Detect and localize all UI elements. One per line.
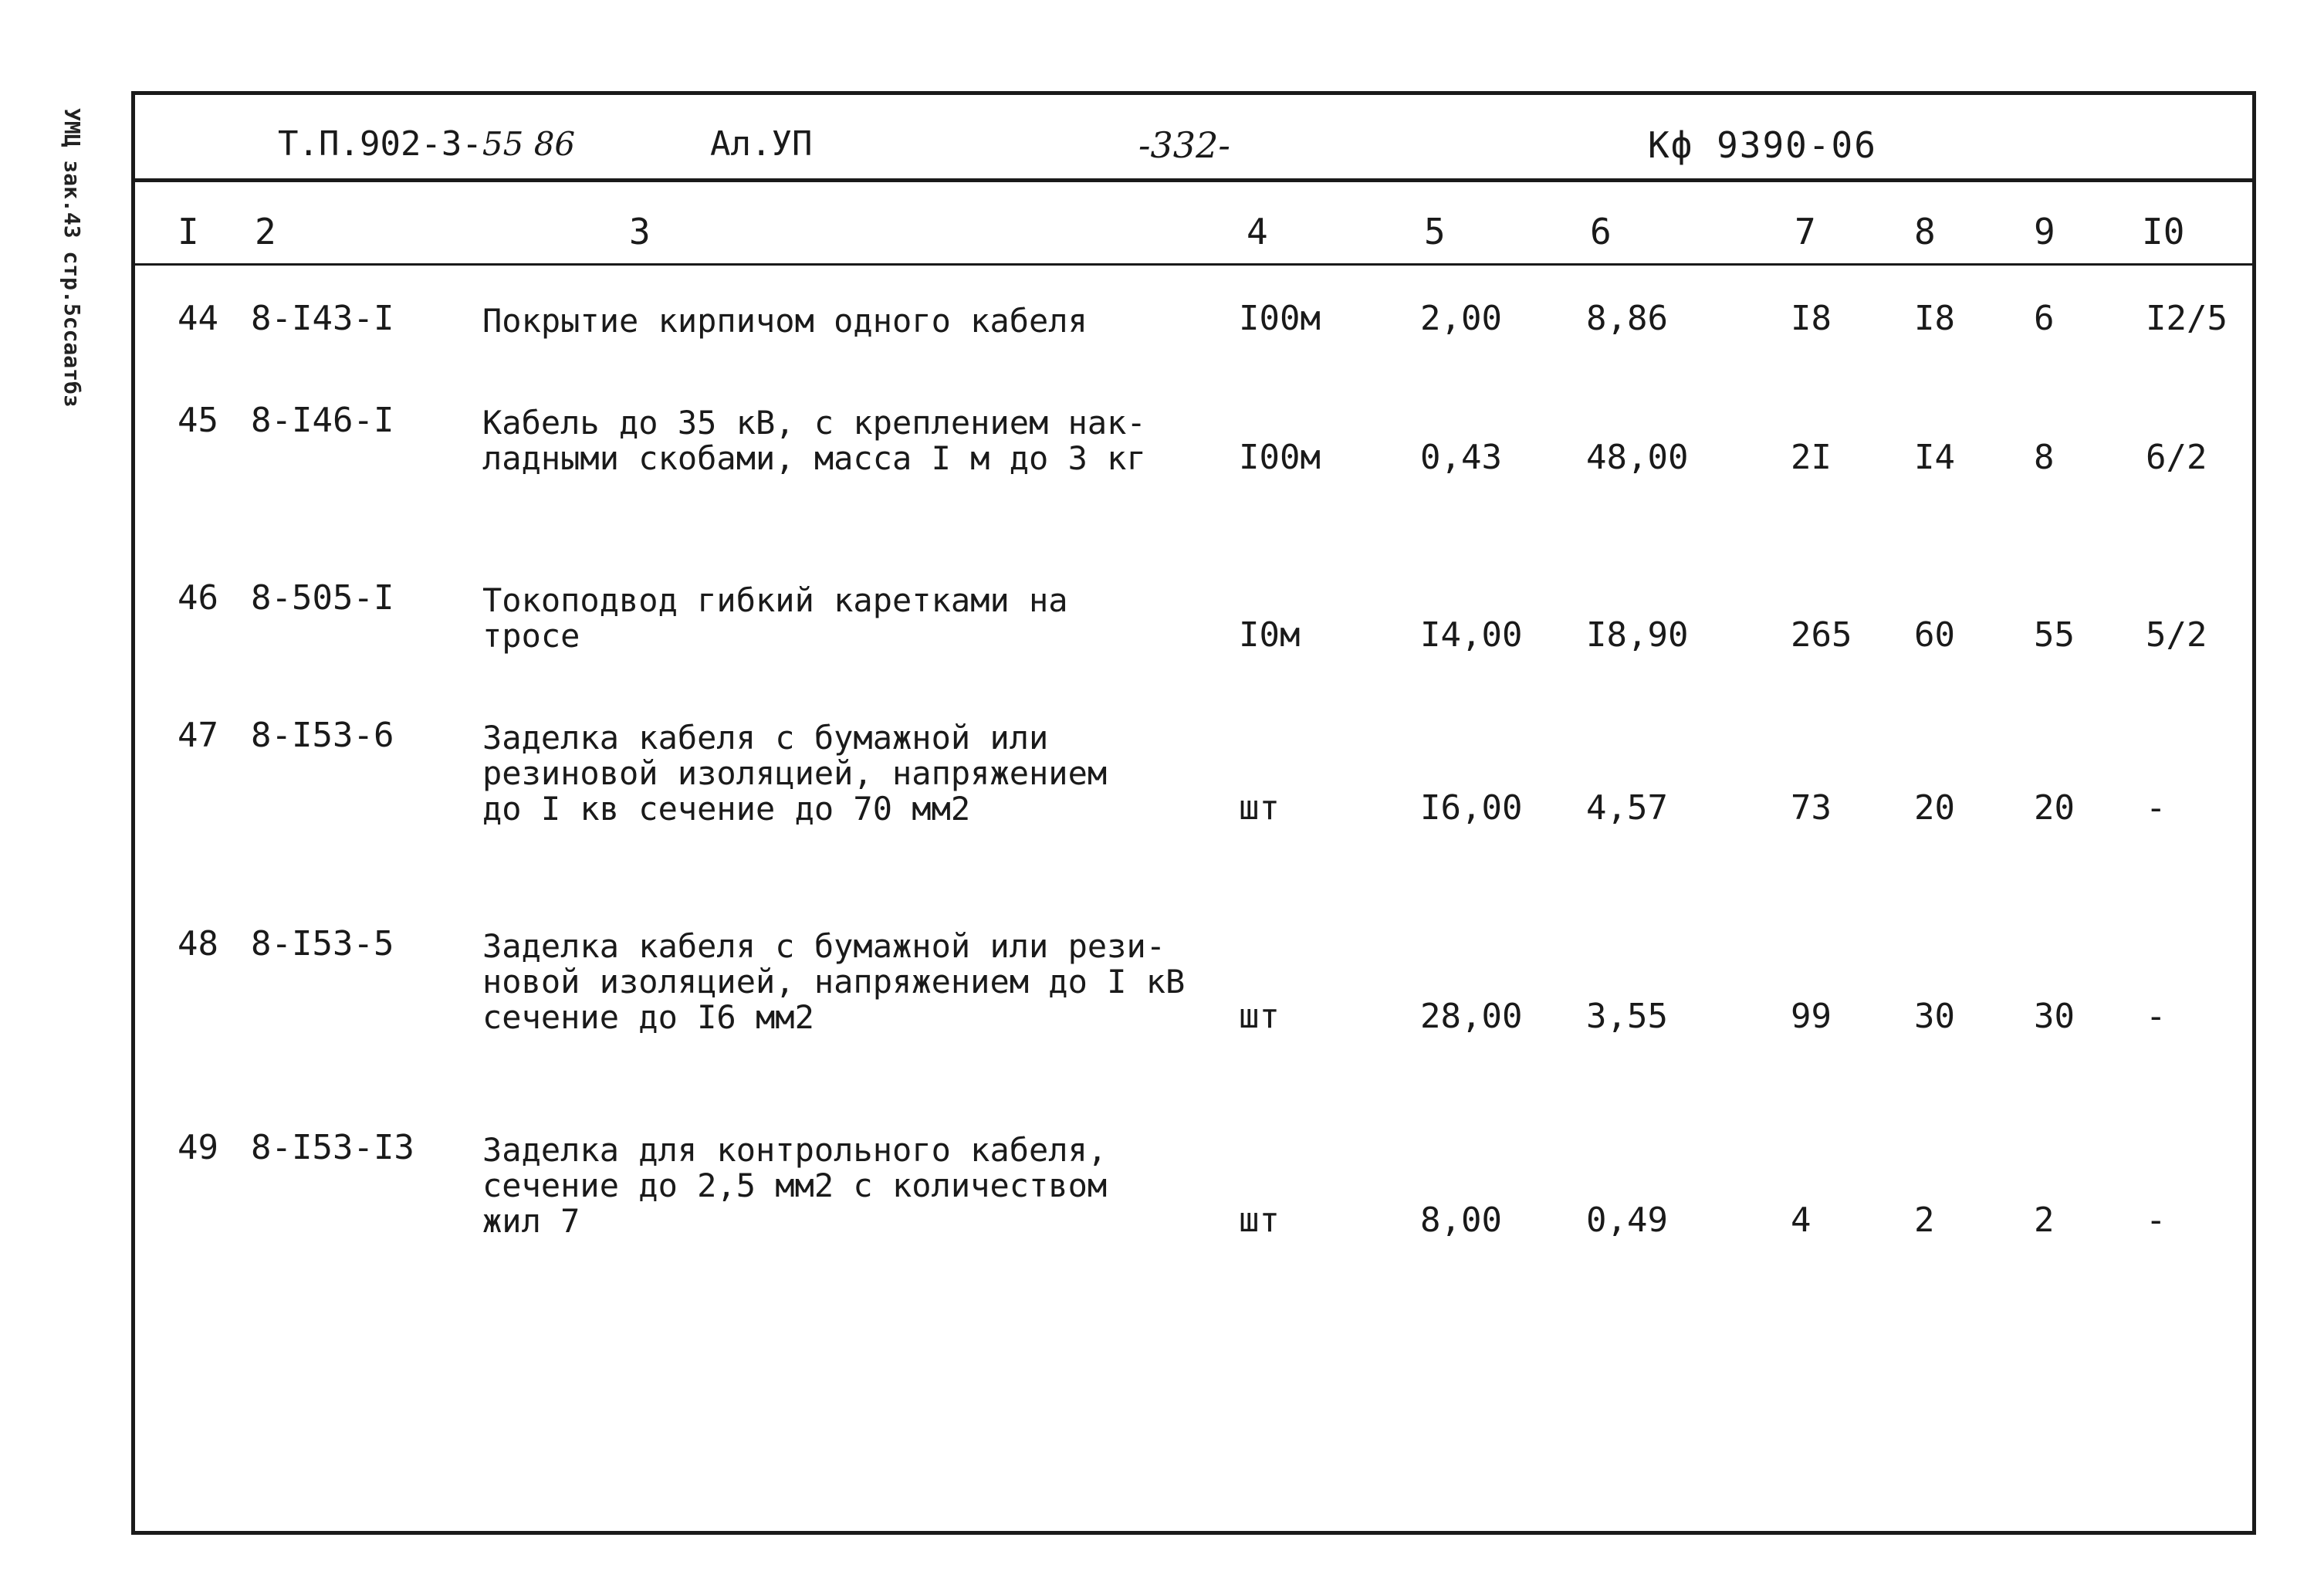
row-description: Заделка для контрольного кабеля, сечение до 2,5 мм2 с количеством жил 7 (482, 1131, 1108, 1240)
row-col9: 30 (2034, 997, 2075, 1036)
column-number: 3 (629, 211, 651, 252)
row-unit: I00м (1239, 299, 1321, 338)
row-col8: 60 (1914, 615, 1955, 655)
row-unit: шт (1239, 788, 1280, 828)
row-col7: 2I (1791, 438, 1832, 477)
row-quantity: I6,00 (1420, 788, 1523, 828)
row-col8: I8 (1914, 299, 1955, 338)
row-quantity: 8,00 (1420, 1200, 1502, 1240)
row-col10: - (2146, 1200, 2167, 1240)
row-unit: шт (1239, 1200, 1280, 1240)
row-col9: 20 (2034, 788, 2075, 828)
project-code: Т.П.902-3-55 86 (278, 124, 576, 164)
row-unit: шт (1239, 997, 1280, 1036)
row-col7: 4 (1791, 1200, 1812, 1240)
column-header-divider (135, 263, 2252, 266)
row-col8: 2 (1914, 1200, 1935, 1240)
row-col7: 73 (1791, 788, 1832, 828)
row-col7: 99 (1791, 997, 1832, 1036)
row-number: 48 (178, 924, 218, 963)
row-description: Токоподвод гибкий каретками на тросе (482, 581, 1068, 655)
row-col10: - (2146, 997, 2167, 1036)
row-col10: 5/2 (2146, 615, 2207, 655)
row-col9: 55 (2034, 615, 2075, 655)
kf-code: Кф 9390-06 (1648, 124, 1877, 166)
row-quantity: 2,00 (1420, 299, 1502, 338)
row-col7: 265 (1791, 615, 1852, 655)
row-col6: 0,49 (1586, 1200, 1668, 1240)
row-col10: 6/2 (2146, 438, 2207, 477)
row-unit: I00м (1239, 438, 1321, 477)
row-code: 8-I46-I (251, 401, 394, 440)
row-description: Кабель до 35 кВ, с креплением нак- ладными скобами, масса I м до 3 кг (482, 404, 1146, 477)
column-number: 5 (1424, 211, 1446, 252)
row-col6: 8,86 (1586, 299, 1668, 338)
row-quantity: I4,00 (1420, 615, 1523, 655)
row-code: 8-505-I (251, 578, 394, 618)
header-divider (135, 178, 2252, 182)
row-description: Покрытие кирпичом одного кабеля (482, 302, 1088, 340)
row-number: 44 (178, 299, 218, 338)
row-col6: 3,55 (1586, 997, 1668, 1036)
row-col9: 2 (2034, 1200, 2055, 1240)
row-unit: I0м (1239, 615, 1301, 655)
document-frame (131, 91, 2256, 1535)
column-number: 4 (1247, 211, 1268, 252)
row-code: 8-I53-5 (251, 924, 394, 963)
row-description: Заделка кабеля с бумажной или рези- новой изоляцией, напряжением до I кВ сечение до I6 мм2 (482, 927, 1186, 1036)
column-number: 2 (255, 211, 276, 252)
page-number: -332- (1138, 124, 1230, 166)
row-col10: I2/5 (2146, 299, 2228, 338)
row-number: 46 (178, 578, 218, 618)
row-col9: 6 (2034, 299, 2055, 338)
row-number: 49 (178, 1128, 218, 1167)
column-number: I (178, 211, 199, 252)
row-description: Заделка кабеля с бумажной или резиновой изоляцией, напряжением до I кв сечение до 70 мм2 (482, 719, 1108, 828)
row-col6: 48,00 (1586, 438, 1689, 477)
row-quantity: 0,43 (1420, 438, 1502, 477)
row-number: 45 (178, 401, 218, 440)
row-col7: I8 (1791, 299, 1832, 338)
row-col8: I4 (1914, 438, 1955, 477)
row-number: 47 (178, 716, 218, 755)
row-col10: - (2146, 788, 2167, 828)
column-number: 9 (2034, 211, 2055, 252)
column-number: 7 (1795, 211, 1816, 252)
row-code: 8-I53-6 (251, 716, 394, 755)
row-col8: 30 (1914, 997, 1955, 1036)
album-label: Ал.УП (710, 124, 813, 164)
column-number: 6 (1590, 211, 1612, 252)
row-col6: 4,57 (1586, 788, 1668, 828)
column-number: 8 (1914, 211, 1936, 252)
row-col6: I8,90 (1586, 615, 1689, 655)
row-col9: 8 (2034, 438, 2055, 477)
row-code: 8-I53-I3 (251, 1128, 414, 1167)
row-quantity: 28,00 (1420, 997, 1523, 1036)
column-number: I0 (2142, 211, 2185, 252)
row-code: 8-I43-I (251, 299, 394, 338)
row-col8: 20 (1914, 788, 1955, 828)
